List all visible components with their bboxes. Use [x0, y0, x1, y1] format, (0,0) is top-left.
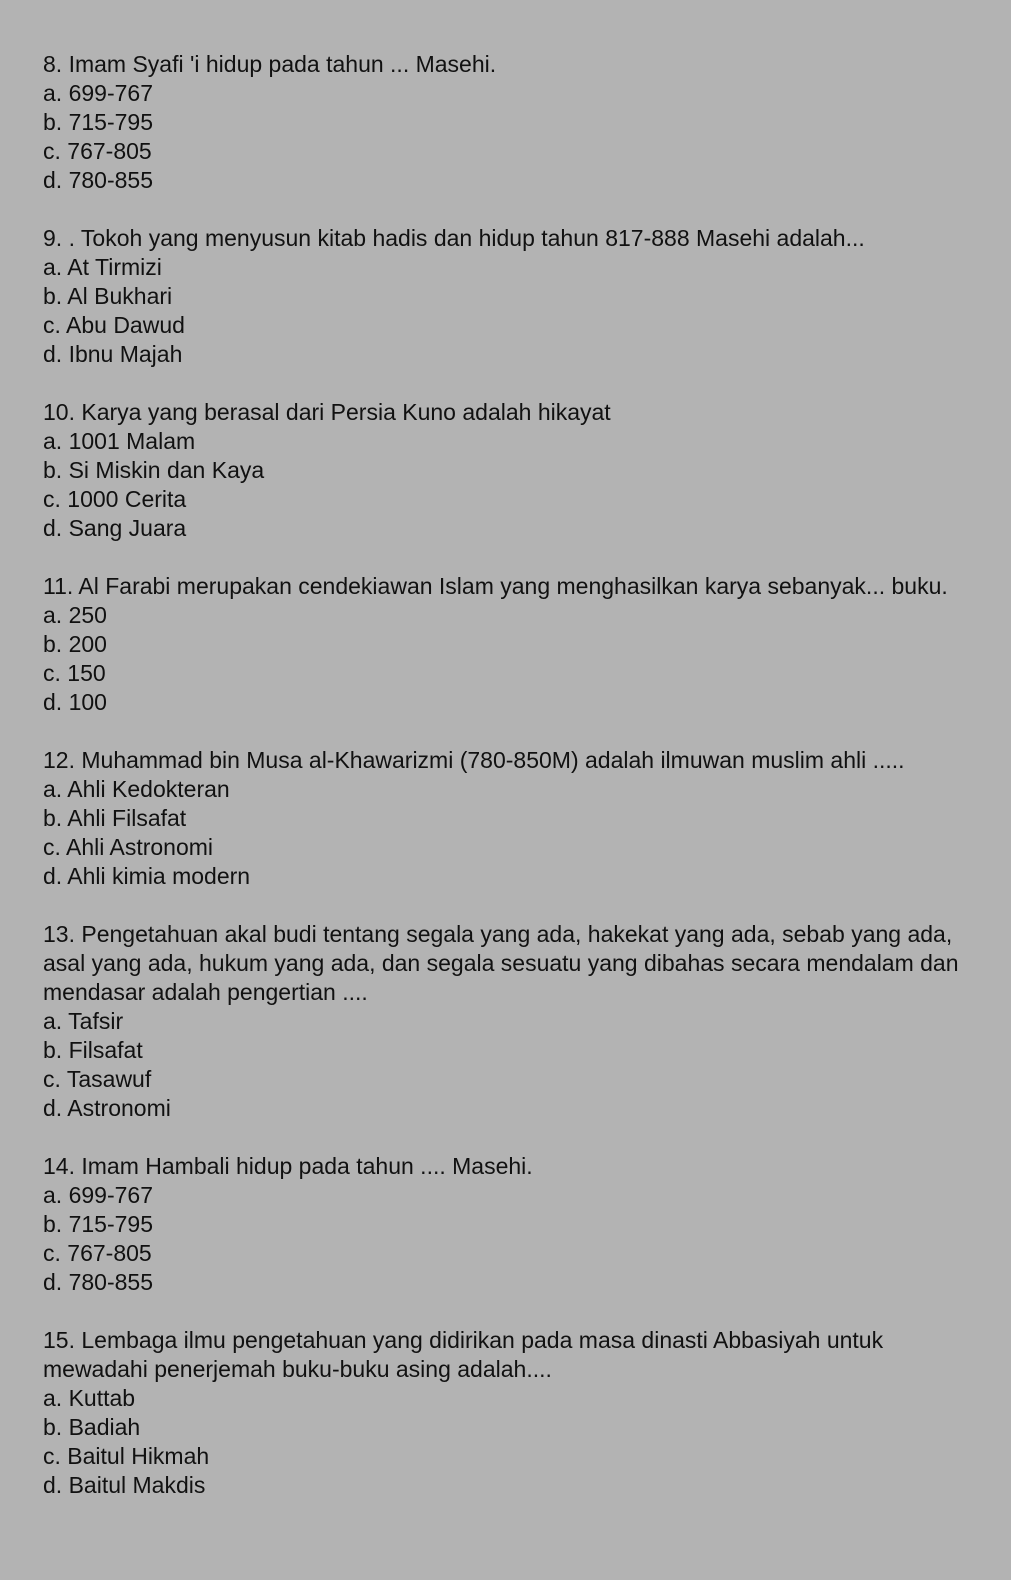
- option-d: d. 780-855: [43, 1269, 153, 1295]
- question-9: [43, 224, 991, 369]
- question-text: 9. . Tokoh yang menyusun kitab hadis dan hidup tahun 817-888 Masehi adalah...: [43, 225, 865, 251]
- question-11: [43, 572, 991, 717]
- option-a: a. 699-767: [43, 1182, 153, 1208]
- option-d: d. 100: [43, 689, 107, 715]
- question-8: [43, 50, 991, 195]
- option-c: c. Baitul Hikmah: [43, 1443, 210, 1469]
- option-list: [43, 253, 991, 369]
- option-list: [43, 427, 991, 543]
- option-b: b. Si Miskin dan Kaya: [43, 457, 265, 483]
- option-b: b. Filsafat: [43, 1037, 143, 1063]
- option-b: b. Al Bukhari: [43, 283, 173, 309]
- question-text: 15. Lembaga ilmu pengetahuan yang didirikan pada masa dinasti Abbasiyah untuk mewadahi penerjemah buku-buku asing adalah....: [43, 1327, 884, 1382]
- option-a: a. 1001 Malam: [43, 428, 196, 454]
- question-12: [43, 746, 991, 891]
- option-list: [43, 1384, 991, 1500]
- option-d: d. 780-855: [43, 167, 153, 193]
- option-c: c. Ahli Astronomi: [43, 834, 214, 860]
- question-text: 8. Imam Syafi 'i hidup pada tahun ... Masehi.: [43, 51, 497, 77]
- question-14: [43, 1152, 991, 1297]
- option-list: [43, 1007, 991, 1123]
- option-list: [43, 79, 991, 195]
- question-text: 12. Muhammad bin Musa al-Khawarizmi (780-850M) adalah ilmuwan muslim ahli .....: [43, 747, 905, 773]
- option-b: b. 200: [43, 631, 107, 657]
- question-10: [43, 398, 991, 543]
- question-text: 14. Imam Hambali hidup pada tahun .... Masehi.: [43, 1153, 533, 1179]
- option-list: [43, 775, 991, 891]
- option-c: c. 767-805: [43, 1240, 152, 1266]
- option-a: a. Kuttab: [43, 1385, 136, 1411]
- option-a: a. Ahli Kedokteran: [43, 776, 230, 802]
- option-b: b. 715-795: [43, 109, 153, 135]
- question-text: 10. Karya yang berasal dari Persia Kuno adalah hikayat: [43, 399, 611, 425]
- question-text: 13. Pengetahuan akal budi tentang segala yang ada, hakekat yang ada, sebab yang ada, asal yang ada, hukum yang ada, dan segala sesuatu yang dibahas secara mendalam dan mendasar adalah pengertian ....: [43, 921, 959, 1005]
- option-a: a. At Tirmizi: [43, 254, 162, 280]
- option-list: [43, 601, 991, 717]
- option-c: c. 767-805: [43, 138, 152, 164]
- option-a: a. 699-767: [43, 80, 153, 106]
- option-d: d. Baitul Makdis: [43, 1472, 206, 1498]
- option-d: d. Sang Juara: [43, 515, 187, 541]
- option-c: c. Abu Dawud: [43, 312, 185, 338]
- option-b: b. Ahli Filsafat: [43, 805, 187, 831]
- question-15: [43, 1326, 991, 1500]
- option-d: d. Ahli kimia modern: [43, 863, 251, 889]
- option-b: b. 715-795: [43, 1211, 153, 1237]
- option-c: c. 1000 Cerita: [43, 486, 187, 512]
- option-c: c. Tasawuf: [43, 1066, 152, 1092]
- option-c: c. 150: [43, 660, 106, 686]
- option-d: d. Astronomi: [43, 1095, 171, 1121]
- option-a: a. Tafsir: [43, 1008, 124, 1034]
- option-list: [43, 1181, 991, 1297]
- option-b: b. Badiah: [43, 1414, 141, 1440]
- question-13: [43, 920, 991, 1123]
- option-a: a. 250: [43, 602, 107, 628]
- question-text: 11. Al Farabi merupakan cendekiawan Islam yang menghasilkan karya sebanyak... buku.: [43, 573, 948, 599]
- option-d: d. Ibnu Majah: [43, 341, 183, 367]
